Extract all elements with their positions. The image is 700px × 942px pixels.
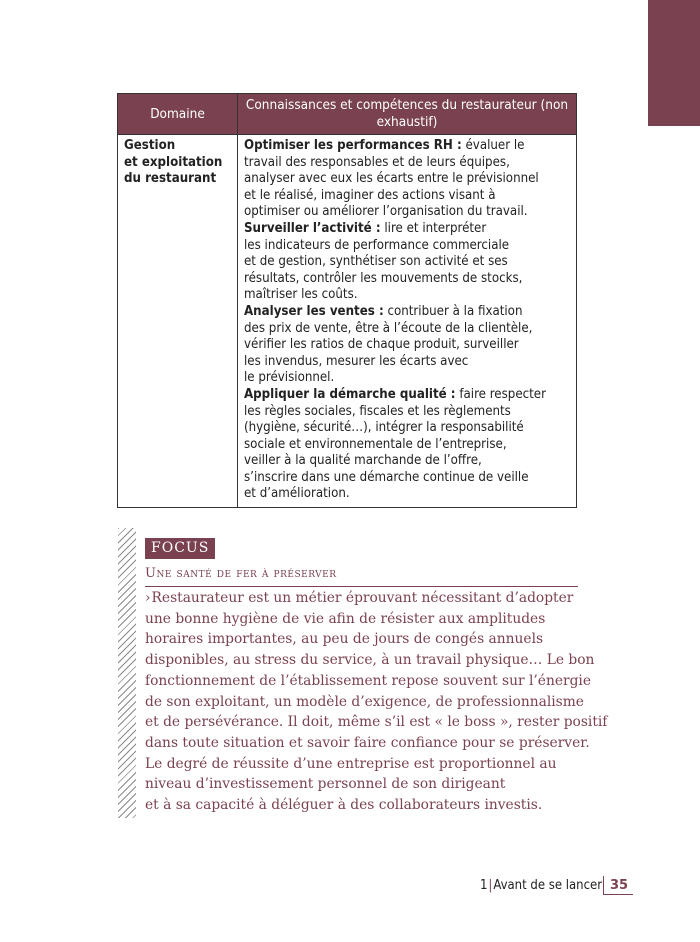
- table-header-row: [118, 94, 577, 135]
- focus-line: horaires importantes, au peu de jours de congés annuels: [145, 631, 544, 648]
- focus-line-text: Restaurateur est un métier éprouvant nécessitant d’adopter: [151, 590, 574, 606]
- focus-box: [118, 528, 608, 820]
- entry-line: travail des responsables et de leurs équipes,: [244, 154, 510, 170]
- header-domaine: Domaine: [118, 94, 238, 135]
- entry-title: Analyser les ventes :: [244, 303, 384, 319]
- domain-cell: [118, 135, 238, 508]
- focus-line: et à sa capacité à déléguer à des collaborateurs investis.: [145, 797, 543, 814]
- entry-qualite: [244, 387, 572, 503]
- domain-line: et exploitation: [124, 154, 223, 170]
- entry-line: des prix de vente, être à l’écoute de la clientèle,: [244, 320, 533, 336]
- entry-title: Appliquer la démarche qualité :: [244, 386, 456, 402]
- focus-badge: FOCUS: [145, 538, 215, 559]
- table-row: [118, 135, 577, 508]
- entry-line: résultats, contrôler les mouvements de stocks,: [244, 270, 523, 286]
- entry-line: lire et interpréter: [380, 220, 487, 236]
- focus-line: dans toute situation et savoir faire confiance pour se préserver.: [145, 734, 590, 751]
- entry-line: les invendus, mesurer les écarts avec: [244, 353, 469, 369]
- entry-line: vérifier les ratios de chaque produit, surveiller: [244, 337, 519, 353]
- entry-line: maîtriser les coûts.: [244, 287, 358, 303]
- entry-line: les indicateurs de performance commerciale: [244, 237, 510, 253]
- hatch-decoration: [118, 528, 136, 818]
- chapter-title: Avant de se lancer: [493, 878, 602, 893]
- competences-cell: [238, 135, 577, 508]
- entry-line: faire respecter: [455, 386, 546, 402]
- focus-title: Une santé de fer à préserver: [145, 566, 337, 581]
- focus-line: niveau d’investissement personnel de son dirigeant: [145, 776, 506, 793]
- entry-rh: [244, 138, 572, 221]
- entry-title: Surveiller l’activité :: [244, 220, 381, 236]
- corner-tab: [648, 0, 700, 126]
- focus-line: disponibles, au stress du service, à un travail physique… Le bon: [145, 652, 595, 669]
- entry-line: contribuer à la fixation: [383, 303, 523, 319]
- entry-line: analyser avec eux les écarts entre le prévisionnel: [244, 171, 539, 187]
- entry-line: le prévisionnel.: [244, 370, 335, 386]
- entry-line: (hygiène, sécurité…), intégrer la responsabilité: [244, 420, 524, 436]
- page-number: 35: [610, 878, 629, 893]
- entry-line: et le réalisé, imaginer des actions visant à: [244, 187, 496, 203]
- chapter-number: 1: [479, 878, 488, 893]
- page-number-underline: [603, 894, 633, 895]
- entry-line: les règles sociales, fiscales et les règlements: [244, 403, 511, 419]
- focus-divider: [145, 586, 578, 587]
- focus-body: [145, 588, 608, 816]
- entry-title: Optimiser les performances RH :: [244, 138, 462, 153]
- focus-line: de son exploitant, un modèle d’exigence, de professionnalisme: [145, 693, 584, 710]
- entry-line: et d’amélioration.: [244, 486, 350, 502]
- competences-table-wrap: [117, 93, 577, 508]
- focus-line: une bonne hygiène de vie afin de résister aux amplitudes: [145, 610, 546, 627]
- focus-line: fonctionnement de l’établissement repose souvent sur l’énergie: [145, 672, 591, 689]
- entry-line: et de gestion, synthétiser son activité et ses: [244, 254, 508, 270]
- entry-line: veiller à la qualité marchande de l’offre,: [244, 453, 482, 469]
- footer-chapter: [480, 878, 602, 893]
- entry-ventes: [244, 304, 572, 387]
- entry-line: sociale et environnementale de l’entreprise,: [244, 436, 507, 452]
- entry-line: s’inscrire dans une démarche continue de veille: [244, 469, 529, 485]
- entry-line: évaluer le: [461, 138, 525, 153]
- header-competences: Connaissances et compétences du restaurateur (non exhaustif): [238, 94, 577, 135]
- focus-line: et de persévérance. Il doit, même s’il est « le boss », rester positif: [145, 714, 608, 731]
- chevron-right-icon: ›: [145, 590, 151, 606]
- chapter-separator: |: [488, 878, 493, 893]
- competences-table: [117, 93, 577, 508]
- entry-line: optimiser ou améliorer l’organisation du travail.: [244, 204, 528, 220]
- entry-activite: [244, 221, 572, 304]
- domain-line: Gestion: [124, 138, 176, 153]
- focus-line: [145, 588, 585, 609]
- focus-line: Le degré de réussite d’une entreprise est proportionnel au: [145, 755, 557, 772]
- domain-line: du restaurant: [124, 171, 217, 187]
- page-number-rule: [603, 876, 604, 894]
